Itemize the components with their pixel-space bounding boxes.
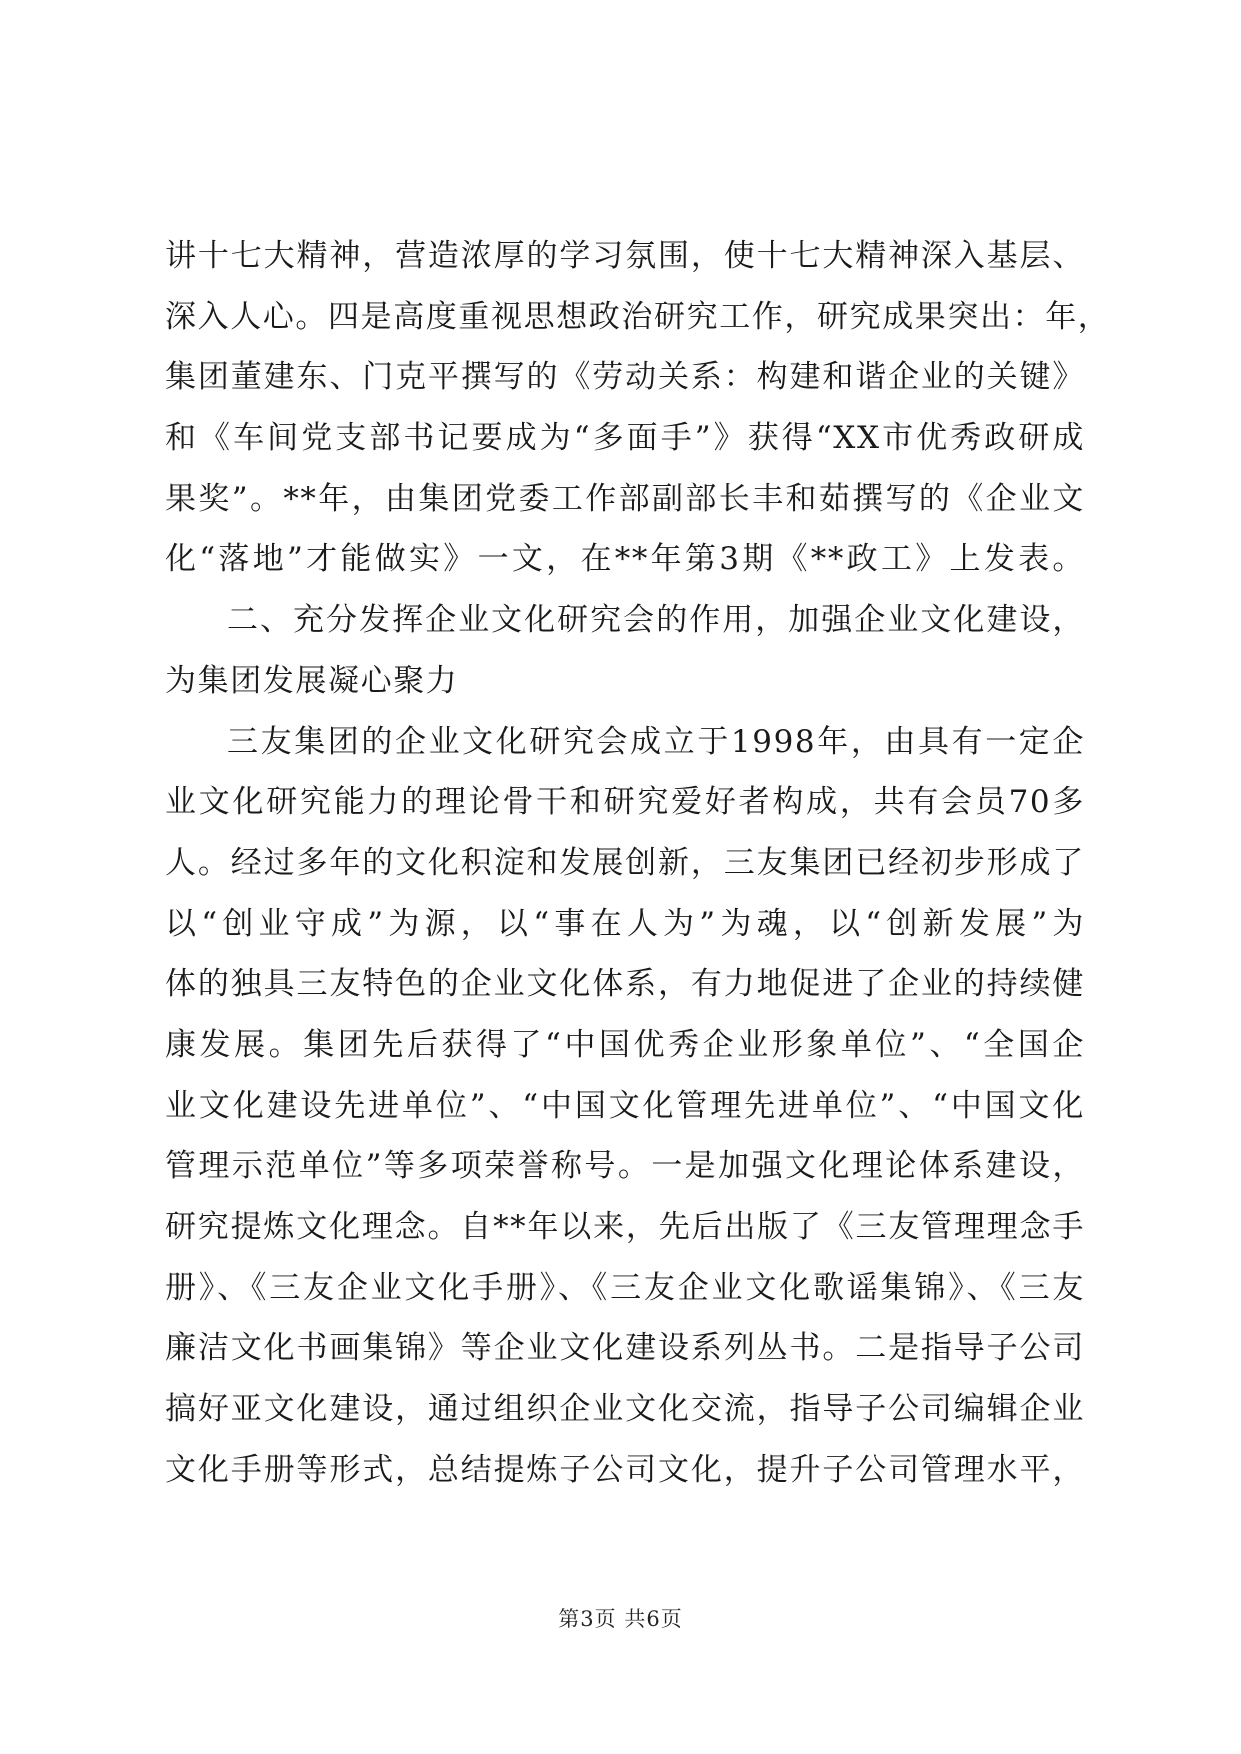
text-line: 果奖”。**年，由集团党委工作部副部长丰和茹撰写的《企业文 bbox=[165, 480, 1085, 517]
text-line: 搞好亚文化建设，通过组织企业文化交流，指导子公司编辑企业 bbox=[165, 1391, 1085, 1428]
text-line: 业文化研究能力的理论骨干和研究爱好者构成，共有会员70多 bbox=[165, 784, 1085, 821]
text-line: 廉洁文化书画集锦》等企业文化建设系列丛书。二是指导子公司 bbox=[165, 1330, 1085, 1367]
text-line: 深入人心。四是高度重视思想政治研究工作，研究成果突出：年， bbox=[165, 298, 1111, 335]
text-line: 体的独具三友特色的企业文化体系，有力地促进了企业的持续健 bbox=[165, 966, 1085, 1003]
text-line: 业文化建设先进单位”、“中国文化管理先进单位”、“中国文化 bbox=[165, 1087, 1085, 1124]
text-line: 康发展。集团先后获得了“中国优秀企业形象单位”、“全国企 bbox=[165, 1026, 1085, 1063]
text-line: 文化手册等形式，总结提炼子公司文化，提升子公司管理水平， bbox=[165, 1451, 1085, 1488]
text-line: 研究提炼文化理念。自**年以来，先后出版了《三友管理理念手 bbox=[165, 1209, 1085, 1245]
text-line: 三友集团的企业文化研究会成立于1998年，由具有一定企 bbox=[227, 723, 1085, 760]
text-line: 册》、《三友企业文化手册》、《三友企业文化歌谣集锦》、《三友 bbox=[165, 1269, 1085, 1306]
section-heading-line: 二、充分发挥企业文化研究会的作用，加强企业文化建设， bbox=[227, 602, 1085, 639]
text-line: 和《车间党支部书记要成为“多面手”》获得“XX市优秀政研成 bbox=[165, 420, 1085, 457]
document-body bbox=[165, 226, 1111, 1500]
text-line: 以“创业守成”为源，以“事在人为”为魂，以“创新发展”为 bbox=[165, 905, 1085, 942]
section-heading-line: 为集团发展凝心聚力 bbox=[165, 662, 459, 699]
page-number-footer: 第3页 共6页 bbox=[558, 1607, 683, 1631]
text-line: 讲十七大精神，营造浓厚的学习氛围，使十七大精神深入基层、 bbox=[165, 238, 1085, 274]
text-line: 人。经过多年的文化积淀和发展创新，三友集团已经初步形成了 bbox=[165, 844, 1085, 881]
text-line: 集团董建东、门克平撰写的《劳动关系：构建和谐企业的关键》 bbox=[165, 359, 1085, 396]
text-line: 管理示范单位”等多项荣誉称号。一是加强文化理论体系建设， bbox=[165, 1148, 1085, 1185]
text-line: 化“落地”才能做实》一文，在**年第3期《**政工》上发表。 bbox=[165, 541, 1085, 578]
